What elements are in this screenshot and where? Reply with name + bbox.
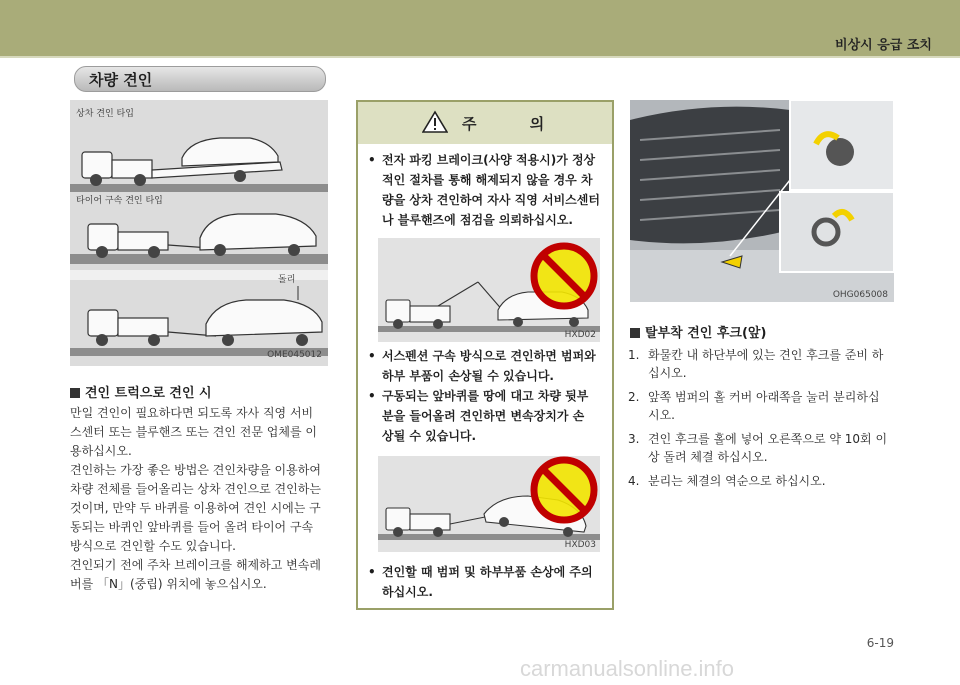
caution-figure-1 — [378, 238, 600, 342]
tow-hook-photo — [630, 100, 894, 302]
square-bullet-icon — [70, 388, 80, 398]
section-title: 차량 견인 — [89, 71, 153, 89]
caution-item-3: • 구동되는 앞바퀴를 땅에 대고 차량 뒷부 분을 들어올려 견인하면 변속장치가 손 상될 수 있습니다. — [368, 389, 589, 443]
header-divider — [0, 56, 960, 58]
caution-item-2: • 서스펜션 구속 방식으로 견인하면 범퍼와 하부 부품이 손상될 수 있습니다. — [368, 349, 596, 383]
caution-figure-2-code: HXD03 — [564, 540, 596, 550]
suspension-tow-illustration — [378, 238, 600, 342]
body-line: 견인되기 전에 주차 브레이크를 해제하고 변속레 — [70, 558, 321, 572]
caution-figure-2 — [378, 456, 600, 552]
towing-truck-body — [70, 404, 332, 594]
flatbed-label: 상차 견인 타입 — [76, 109, 134, 119]
header-bar — [0, 0, 960, 56]
body-line: 차량 전체를 들어올리는 상차 견인으로 견인하는 — [70, 482, 321, 496]
body-line: 만일 견인이 필요하다면 되도록 자사 직영 서비 — [70, 406, 314, 420]
figure-code: OME045012 — [267, 350, 322, 360]
hook-step-2: 2. 앞쪽 범퍼의 홀 커버 아래쪽을 눌러 분리하십 시오. — [628, 390, 880, 422]
photo-code: OHG065008 — [832, 290, 888, 300]
body-line: 견인하는 가장 좋은 방법은 견인차량을 이용하여 — [70, 463, 321, 477]
page-number: 6-19 — [866, 636, 894, 650]
bumper-hook-illustration — [630, 100, 894, 302]
body-line: 방식으로 견인할 수도 있습니다. — [70, 539, 236, 553]
rear-lift-tow-illustration — [378, 456, 600, 552]
wheel-lift-label: 타이어 구속 견인 타입 — [76, 196, 163, 206]
body-line: 동되는 바퀴인 앞바퀴를 들어 올려 타이어 구속 — [70, 520, 314, 534]
caution-item-1: • 전자 파킹 브레이크(사양 적용시)가 정상 적인 절차를 통해 해제되지 않을 경우 차 량을 상차 견인하여 자사 직영 서비스센터 나 블루핸즈에 점검을 의뢰하십시오. — [368, 153, 600, 227]
caution-header — [358, 102, 612, 144]
body-line: 것이며, 만약 두 바퀴를 이용하여 견인 시에는 구 — [70, 501, 321, 515]
body-line: 용하십시오. — [70, 444, 132, 458]
watermark: carmanualsonline.info — [520, 656, 735, 681]
tow-hook-heading: 탈부착 견인 후크(앞) — [630, 322, 766, 341]
caution-title: 주 의 — [462, 115, 569, 133]
warning-triangle-icon — [422, 110, 448, 134]
square-bullet-icon — [630, 328, 640, 338]
hook-step-4: 4. 분리는 체결의 역순으로 하십시오. — [628, 474, 826, 488]
dolly-label: 돌리 — [278, 275, 296, 285]
towing-types-figure — [70, 100, 328, 366]
section-title-pill — [74, 66, 326, 92]
chapter-title: 비상시 응급 조치 — [835, 38, 932, 53]
hook-step-3: 3. 견인 후크를 홀에 넣어 오른쪽으로 약 10회 이 상 돌려 체결 하십시오. — [628, 432, 888, 464]
tow-truck-illustrations — [70, 100, 328, 366]
caution-figure-1-code: HXD02 — [564, 330, 596, 340]
towing-truck-heading: 견인 트럭으로 견인 시 — [70, 382, 212, 401]
body-line: 버를 「N」(중립) 위치에 놓으십시오. — [70, 577, 267, 591]
caution-box — [356, 100, 614, 610]
caution-item-4: • 견인할 때 범퍼 및 하부부품 손상에 주의 하십시오. — [368, 565, 593, 599]
body-line: 스센터 또는 블루핸즈 또는 견인 전문 업체를 이 — [70, 425, 317, 439]
hook-step-1: 1. 화물칸 내 하단부에 있는 견인 후크를 준비 하 십시오. — [628, 348, 884, 380]
